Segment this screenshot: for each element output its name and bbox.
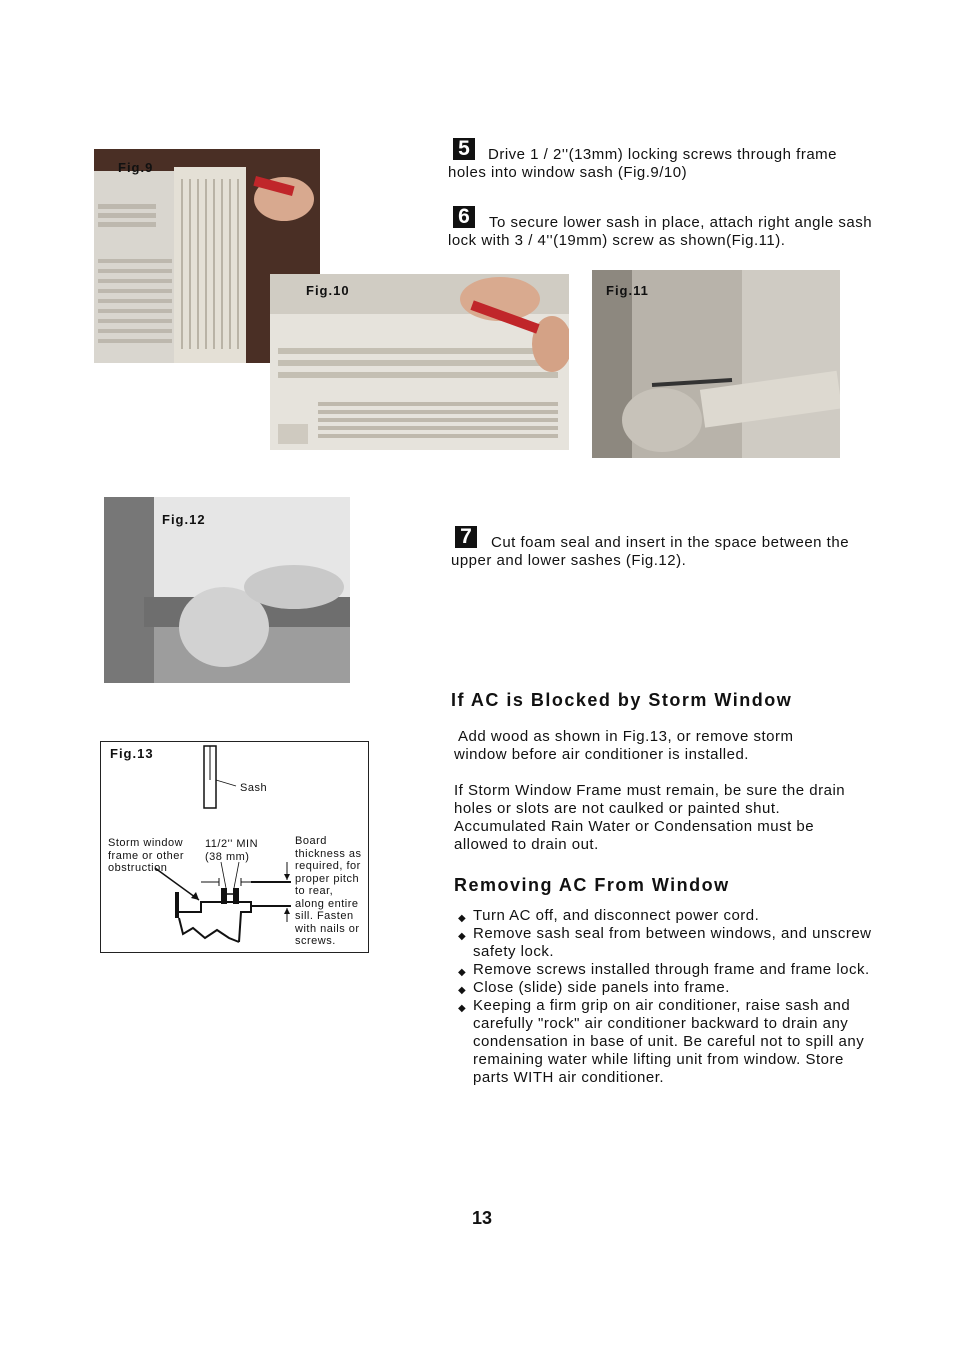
step-7-text: Cut foam seal and insert in the space between the upper and lower sashes (Fig.12). xyxy=(451,534,850,569)
step-5-number: 5 xyxy=(453,138,475,160)
fig10-photo xyxy=(270,274,569,450)
removing-steps-list xyxy=(454,907,874,1087)
list-item-text: Turn AC off, and disconnect power cord. xyxy=(473,907,760,924)
diamond-bullet-icon: ◆ xyxy=(458,931,467,942)
step-7-number: 7 xyxy=(455,526,477,548)
diamond-bullet-icon: ◆ xyxy=(458,967,467,978)
list-item-text: Remove sash seal from between windows, and unscrew safety lock. xyxy=(473,925,872,960)
list-item xyxy=(454,907,874,925)
list-item xyxy=(454,961,874,979)
fig11-photo xyxy=(592,270,840,458)
fig13-diagram xyxy=(100,741,369,953)
diamond-bullet-icon: ◆ xyxy=(458,985,467,996)
storm-window-para-2: If Storm Window Frame must remain, be sure the drain holes or slots are not caulked or painted shut. Accumulated Rain Water or Condensation must be allowed to drain out. xyxy=(454,782,846,853)
fig13-label: Fig.13 xyxy=(110,746,154,761)
list-item-text: Keeping a firm grip on air conditioner, raise sash and carefully "rock" air conditioner backward to drain any condensation in base of unit. Be careful not to spill any remaining water while lifting unit from window. Store parts WITH air conditioner. xyxy=(473,997,865,1086)
list-item xyxy=(454,979,874,997)
storm-window-para-1: Add wood as shown in Fig.13, or remove storm window before air conditioner is installed. xyxy=(454,728,794,763)
list-item-text: Close (slide) side panels into frame. xyxy=(473,979,730,996)
storm-window-heading: If AC is Blocked by Storm Window xyxy=(451,690,793,710)
fig12-photo xyxy=(104,497,350,683)
fig9-label: Fig.9 xyxy=(118,160,154,175)
fig10-illustration xyxy=(270,274,569,450)
diamond-bullet-icon: ◆ xyxy=(458,913,467,924)
fig10-label: Fig.10 xyxy=(306,283,350,298)
step-6-number: 6 xyxy=(453,206,475,228)
removing-ac-heading: Removing AC From Window xyxy=(454,875,730,895)
list-item xyxy=(454,925,874,961)
list-item xyxy=(454,997,874,1087)
list-item-text: Remove screws installed through frame and frame lock. xyxy=(473,961,870,978)
fig13-min-label: 11/2'' MIN (38 mm) xyxy=(205,838,259,863)
fig12-label: Fig.12 xyxy=(158,511,210,528)
step-6-text: To secure lower sash in place, attach right angle sash lock with 3 / 4''(19mm) screw as shown(Fig.11). xyxy=(448,214,873,249)
fig11-label: Fig.11 xyxy=(606,283,649,298)
diamond-bullet-icon: ◆ xyxy=(458,1003,467,1014)
fig12-illustration xyxy=(104,497,350,683)
step-5-text: Drive 1 / 2''(13mm) locking screws through frame holes into window sash (Fig.9/10) xyxy=(448,146,837,181)
fig13-storm-window-label: Storm window frame or other obstruction xyxy=(108,837,185,874)
fig13-sash-label: Sash xyxy=(240,782,268,794)
fig13-board-label: Board thickness as required, for proper pitch to rear, along entire sill. Fasten with nails or screws. xyxy=(295,835,362,947)
page-number: 13 xyxy=(472,1208,493,1228)
